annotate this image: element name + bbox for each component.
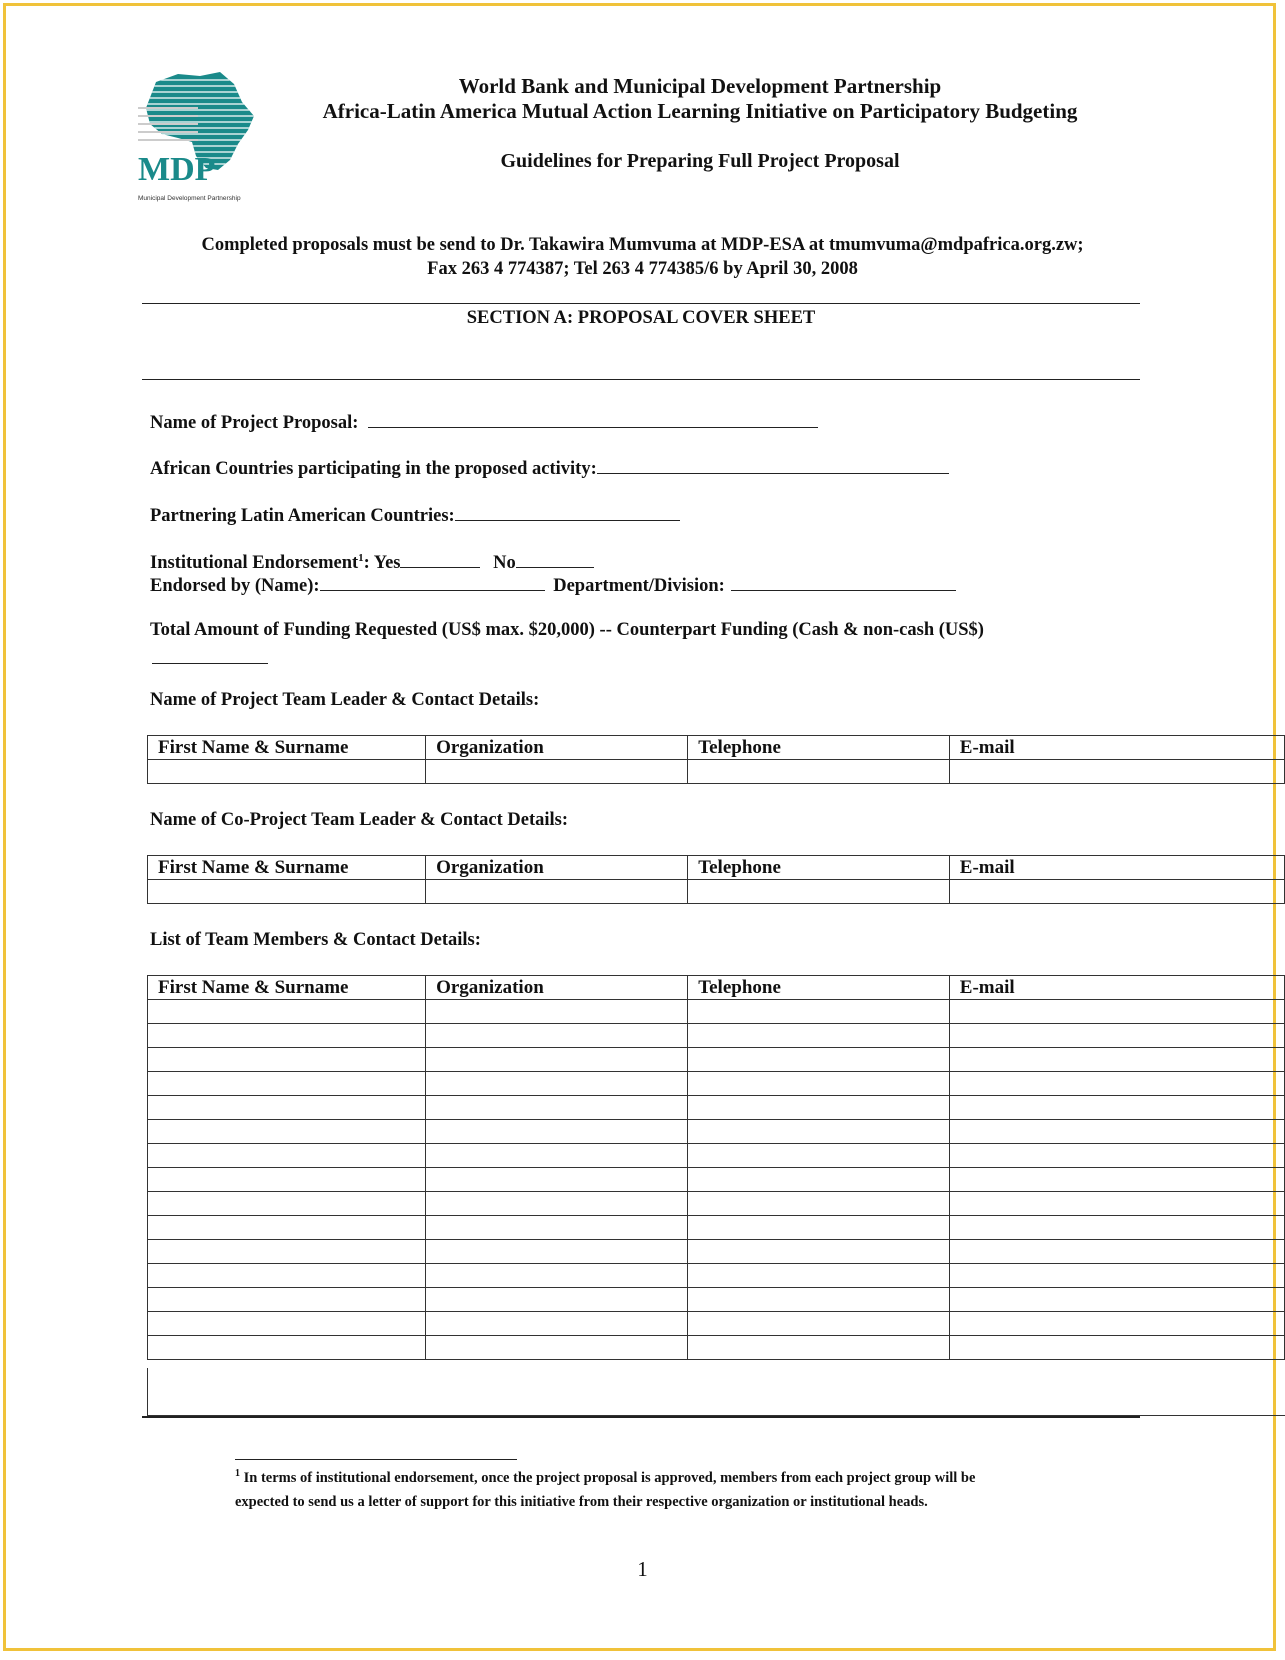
- african-countries-field[interactable]: [597, 455, 949, 474]
- table-cell[interactable]: [148, 1120, 426, 1144]
- table-row: [148, 1000, 1285, 1024]
- table-cell[interactable]: [426, 1144, 688, 1168]
- members-title: List of Team Members & Contact Details:: [150, 930, 481, 950]
- table-cell[interactable]: [949, 1288, 1284, 1312]
- table-row: [148, 1024, 1285, 1048]
- col-organization-header: Organization: [426, 976, 688, 1000]
- endorsed-by-label: Endorsed by (Name):: [150, 576, 320, 596]
- no-field[interactable]: [516, 549, 594, 568]
- col-email-header: E-mail: [949, 976, 1284, 1000]
- table-row: [148, 1048, 1285, 1072]
- table-cell[interactable]: [688, 1048, 950, 1072]
- project-name-field[interactable]: [368, 409, 818, 428]
- table-row: [148, 1312, 1285, 1336]
- table-row: [148, 760, 1285, 784]
- endorsement-footnote-ref: 1: [358, 551, 364, 564]
- table-row: [148, 1120, 1285, 1144]
- african-countries-label: African Countries participating in the proposed activity:: [150, 459, 597, 479]
- table-cell[interactable]: [426, 1168, 688, 1192]
- endorsement-label: Institutional Endorsement: [150, 553, 359, 573]
- table-cell[interactable]: [148, 1096, 426, 1120]
- col-telephone-header: Telephone: [688, 736, 950, 760]
- col-email-header: E-mail: [949, 856, 1284, 880]
- table-cell[interactable]: [688, 1192, 950, 1216]
- table-header-row: [148, 736, 1285, 760]
- table-cell[interactable]: [426, 1240, 688, 1264]
- funding-field[interactable]: [152, 645, 268, 664]
- table-cell[interactable]: [426, 1072, 688, 1096]
- table-cell[interactable]: [148, 1336, 426, 1360]
- table-cell[interactable]: [426, 1000, 688, 1024]
- table-row: [148, 1192, 1285, 1216]
- table-cell[interactable]: [426, 880, 688, 904]
- table-cell[interactable]: [148, 760, 426, 784]
- table-cell[interactable]: [148, 1168, 426, 1192]
- table-cell[interactable]: [949, 1072, 1284, 1096]
- table-cell[interactable]: [148, 1288, 426, 1312]
- footnote-line-1: [235, 1468, 975, 1487]
- table-cell[interactable]: [688, 1336, 950, 1360]
- table-row: [148, 1264, 1285, 1288]
- members-table: [147, 975, 1285, 1360]
- department-field[interactable]: [731, 572, 956, 591]
- divider-bottom: [142, 379, 1140, 380]
- col-organization-header: Organization: [426, 856, 688, 880]
- table-cell[interactable]: [688, 1312, 950, 1336]
- table-cell[interactable]: [148, 880, 426, 904]
- no-label: No: [493, 553, 516, 573]
- col-name-header: First Name & Surname: [148, 976, 426, 1000]
- table-cell[interactable]: [688, 1288, 950, 1312]
- table-header-row: [148, 976, 1285, 1000]
- table-cell[interactable]: [688, 880, 950, 904]
- table-row: [148, 1072, 1285, 1096]
- table-cell[interactable]: [688, 1216, 950, 1240]
- table-cell[interactable]: [426, 1312, 688, 1336]
- page-number: 1: [637, 1557, 648, 1581]
- guidelines-title: Guidelines for Preparing Full Project Proposal: [500, 150, 900, 172]
- table-cell[interactable]: [148, 1216, 426, 1240]
- table-cell[interactable]: [688, 1168, 950, 1192]
- footnote-line-2: expected to send us a letter of support for this initiative from their respective organization or institutional heads.: [235, 1494, 928, 1510]
- submission-line-2: Fax 263 4 774387; Tel 263 4 774385/6 by April 30, 2008: [427, 259, 858, 279]
- table-cell[interactable]: [949, 1264, 1284, 1288]
- divider-top: [142, 303, 1140, 304]
- col-telephone-header: Telephone: [688, 976, 950, 1000]
- table-cell[interactable]: [949, 1336, 1284, 1360]
- table-bottom-rule: [142, 1416, 1140, 1418]
- table-cell[interactable]: [426, 1336, 688, 1360]
- latin-countries-label: Partnering Latin American Countries:: [150, 506, 455, 526]
- table-cell[interactable]: [688, 760, 950, 784]
- col-telephone-header: Telephone: [688, 856, 950, 880]
- table-cell[interactable]: [688, 1024, 950, 1048]
- section-title: SECTION A: PROPOSAL COVER SHEET: [466, 308, 816, 328]
- members-table-footer: [147, 1368, 1285, 1416]
- table-cell[interactable]: [688, 1144, 950, 1168]
- table-cell[interactable]: [426, 1192, 688, 1216]
- submission-line-1: Completed proposals must be send to Dr. Takawira Mumvuma at MDP-ESA at tmumvuma@mdpafrica.org.zw;: [201, 235, 1084, 255]
- table-row: [148, 1168, 1285, 1192]
- table-cell[interactable]: [949, 1240, 1284, 1264]
- table-cell[interactable]: [949, 1048, 1284, 1072]
- table-cell[interactable]: [688, 1264, 950, 1288]
- col-name-header: First Name & Surname: [148, 736, 426, 760]
- yes-label: : Yes: [363, 553, 401, 573]
- footnote-rule: [235, 1459, 517, 1460]
- col-organization-header: Organization: [426, 736, 688, 760]
- table-cell[interactable]: [148, 1264, 426, 1288]
- table-cell[interactable]: [688, 1000, 950, 1024]
- table-cell[interactable]: [148, 1048, 426, 1072]
- org-title: World Bank and Municipal Development Partnership: [458, 74, 942, 98]
- table-cell[interactable]: [148, 1000, 426, 1024]
- leader-table: [147, 735, 1285, 784]
- latin-countries-field[interactable]: [455, 502, 680, 521]
- table-cell[interactable]: [426, 1120, 688, 1144]
- table-cell[interactable]: [949, 1144, 1284, 1168]
- table-cell[interactable]: [688, 1072, 950, 1096]
- table-cell[interactable]: [426, 1096, 688, 1120]
- logo-subtext: Municipal Development Partnership: [138, 195, 241, 202]
- table-row: [148, 880, 1285, 904]
- table-cell[interactable]: [949, 1096, 1284, 1120]
- table-cell[interactable]: [949, 880, 1284, 904]
- table-cell[interactable]: [148, 1144, 426, 1168]
- table-row: [148, 1096, 1285, 1120]
- table-cell[interactable]: [688, 1120, 950, 1144]
- table-cell[interactable]: [688, 1240, 950, 1264]
- table-cell[interactable]: [148, 1240, 426, 1264]
- table-cell[interactable]: [949, 1168, 1284, 1192]
- table-cell[interactable]: [148, 1312, 426, 1336]
- funding-label: Total Amount of Funding Requested (US$ max. $20,000) -- Counterpart Funding (Cash & non-cash (US$): [150, 620, 984, 640]
- latin-countries-row: [150, 502, 680, 527]
- footnote-number: 1: [235, 1468, 240, 1479]
- leader-title: Name of Project Team Leader & Contact Details:: [150, 690, 540, 710]
- table-header-row: [148, 856, 1285, 880]
- endorsed-by-row: [150, 572, 956, 597]
- co-leader-table: [147, 855, 1285, 904]
- table-cell[interactable]: [426, 760, 688, 784]
- project-name-row: [150, 409, 818, 434]
- col-email-header: E-mail: [949, 736, 1284, 760]
- table-row: [148, 1240, 1285, 1264]
- table-cell[interactable]: [426, 1288, 688, 1312]
- table-cell[interactable]: [426, 1024, 688, 1048]
- table-cell[interactable]: [688, 1096, 950, 1120]
- table-cell[interactable]: [148, 1072, 426, 1096]
- table-cell[interactable]: [949, 1000, 1284, 1024]
- table-cell[interactable]: [426, 1048, 688, 1072]
- table-cell[interactable]: [949, 1120, 1284, 1144]
- table-cell[interactable]: [426, 1264, 688, 1288]
- table-cell[interactable]: [949, 1024, 1284, 1048]
- co-leader-title: Name of Co-Project Team Leader & Contact Details:: [150, 810, 569, 830]
- endorsed-by-field[interactable]: [320, 572, 545, 591]
- project-name-label: Name of Project Proposal:: [150, 413, 359, 433]
- table-cell[interactable]: [949, 1192, 1284, 1216]
- table-cell[interactable]: [426, 1216, 688, 1240]
- table-row: [148, 1288, 1285, 1312]
- footnote-text-1: In terms of institutional endorsement, once the project proposal is approved, members from each project group will be: [243, 1469, 976, 1486]
- african-countries-row: [150, 455, 949, 480]
- col-name-header: First Name & Surname: [148, 856, 426, 880]
- yes-field[interactable]: [400, 549, 480, 568]
- endorsement-row: [150, 549, 594, 574]
- department-label: Department/Division:: [553, 576, 725, 596]
- table-cell[interactable]: [148, 1024, 426, 1048]
- table-row: [148, 1336, 1285, 1360]
- table-cell[interactable]: [148, 1192, 426, 1216]
- table-cell[interactable]: [949, 760, 1284, 784]
- table-cell[interactable]: [949, 1312, 1284, 1336]
- table-cell[interactable]: [949, 1216, 1284, 1240]
- table-row: [148, 1144, 1285, 1168]
- logo-text: MDP: [138, 151, 216, 188]
- table-row: [148, 1216, 1285, 1240]
- initiative-title: Africa-Latin America Mutual Action Learning Initiative on Participatory Budgeting: [322, 99, 1078, 123]
